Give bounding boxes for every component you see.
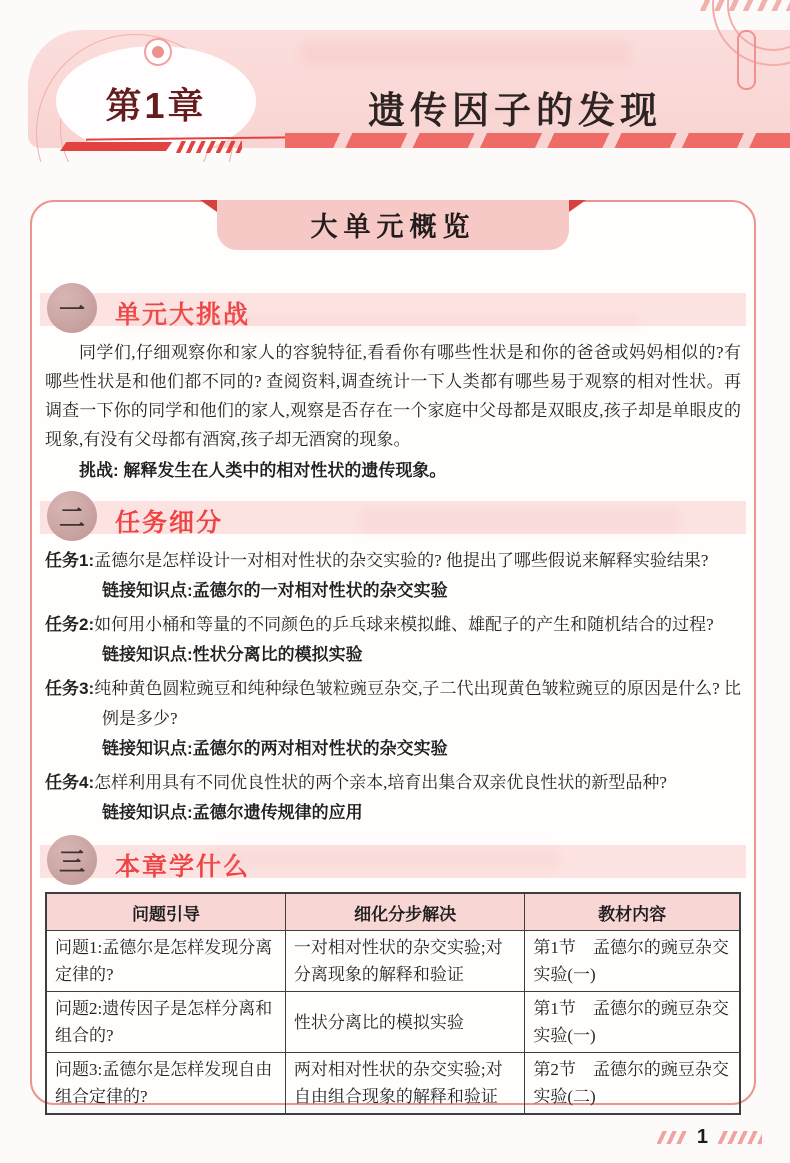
task-label: 任务4: [45,773,95,792]
task-item [45,610,741,640]
pill-ornament [737,30,756,90]
table-header-row [46,893,740,931]
column-header: 细化分步解决 [285,893,524,931]
table-row [46,992,740,1053]
task-link [45,640,741,670]
chapter-banner [0,0,790,162]
overview-tab [217,200,569,250]
column-header: 问题引导 [46,893,285,931]
table-cell: 问题3:孟德尔是怎样发现自由组合定律的? [46,1053,285,1115]
section-number-badge [47,835,97,885]
tab-corner-triangle [569,200,586,212]
task-item [45,674,741,734]
section-title: 本章学什么 [115,853,251,881]
chapter-overview-table [45,892,741,1115]
table-cell: 问题1:孟德尔是怎样发现分离定律的? [46,931,285,992]
task-link [45,576,741,606]
table-row [46,1053,740,1115]
page-number: 1 [696,1126,708,1148]
chapter-title: 遗传因子的发现 [368,90,662,131]
overview-tab-title: 大单元概览 [310,212,476,242]
task-link-label: 链接知识点: [102,803,193,822]
section-title: 单元大挑战 [115,301,251,329]
task-link [45,734,741,764]
task-link-label: 链接知识点: [102,739,193,758]
task-label: 任务1: [45,551,95,570]
task-question: 孟德尔是怎样设计一对相对性状的杂交实验的? 他提出了哪些假说来解释实验结果? [94,551,709,570]
task-link-text: 孟德尔的一对相对性状的杂交实验 [192,581,448,600]
section-numeral: 二 [58,502,85,533]
tab-corner-triangle [200,200,217,212]
column-header: 教材内容 [525,893,740,931]
section-heading-tasks [45,496,741,538]
striped-band-ornament [285,133,790,148]
ring-ornament [144,38,172,66]
task-link-text: 孟德尔的两对相对性状的杂交实验 [192,739,448,758]
table-cell: 第1节 孟德尔的豌豆杂交实验(一) [525,931,740,992]
task-label: 任务3: [45,679,95,698]
table-cell: 一对相对性状的杂交实验;对分离现象的解释和验证 [285,931,524,992]
task-question: 纯种黄色圆粒豌豆和纯种绿色皱粒豌豆杂交,子二代出现黄色皱粒豌豆的原因是什么? 比例是多少? [94,679,742,728]
table-cell: 第1节 孟德尔的豌豆杂交实验(一) [525,992,740,1053]
task-item [45,768,741,798]
footer-slashes-ornament [657,1131,687,1144]
task-item [45,546,741,576]
table-cell: 第2节 孟德尔的豌豆杂交实验(二) [525,1053,740,1115]
footer-slashes-ornament [718,1131,762,1144]
task-link-text: 孟德尔遗传规律的应用 [192,803,363,822]
section-number-badge [47,491,97,541]
table-cell: 两对相对性状的杂交实验;对自由组合现象的解释和验证 [285,1053,524,1115]
section-numeral: 一 [58,294,85,325]
challenge-text: 解释发生在人类中的相对性状的遗传现象。 [123,461,447,480]
task-link-label: 链接知识点: [102,581,193,600]
section-heading-challenge [45,288,741,330]
section-title: 任务细分 [115,509,224,537]
table-cell: 问题2:遗传因子是怎样分离和组合的? [46,992,285,1053]
section-heading-learn [45,840,741,882]
page-footer [657,1126,762,1149]
table-cell: 性状分离比的模拟实验 [285,992,524,1053]
corner-slashes-ornament [696,0,790,11]
task-question: 怎样利用具有不同优良性状的两个亲本,培育出集合双亲优良性状的新型品种? [94,773,667,792]
task-link-text: 性状分离比的模拟实验 [192,645,363,664]
chapter-label: 第1章 [105,85,207,126]
challenge-statement [45,456,741,486]
table-row [46,931,740,992]
slashes-ornament [176,141,242,153]
section-number-badge [47,283,97,333]
task-label: 任务2: [45,615,95,634]
challenge-label: 挑战: [79,461,119,480]
challenge-paragraph: 同学们,仔细观察你和家人的容貌特征,看看你有哪些性状是和你的爸爸或妈妈相似的?有哪些性状是和他们都不同的? 查阅资料,调查统计一下人类都有哪些易于观察的相对性状。再调查一下你的同学和他们的家人,观察是否存在一个家庭中父母都是双眼皮,孩子却是单眼皮的现象,有没有父母都有酒窝,孩子却无酒窝的现象。 [45,343,741,449]
task-link [45,798,741,828]
section-numeral: 三 [58,846,85,877]
task-question: 如何用小桶和等量的不同颜色的乒乓球来模拟雌、雄配子的产生和随机结合的过程? [94,615,714,634]
red-bar-ornament [60,142,172,151]
task-link-label: 链接知识点: [102,645,193,664]
overview-box [30,200,756,1105]
overview-content [32,202,754,1115]
